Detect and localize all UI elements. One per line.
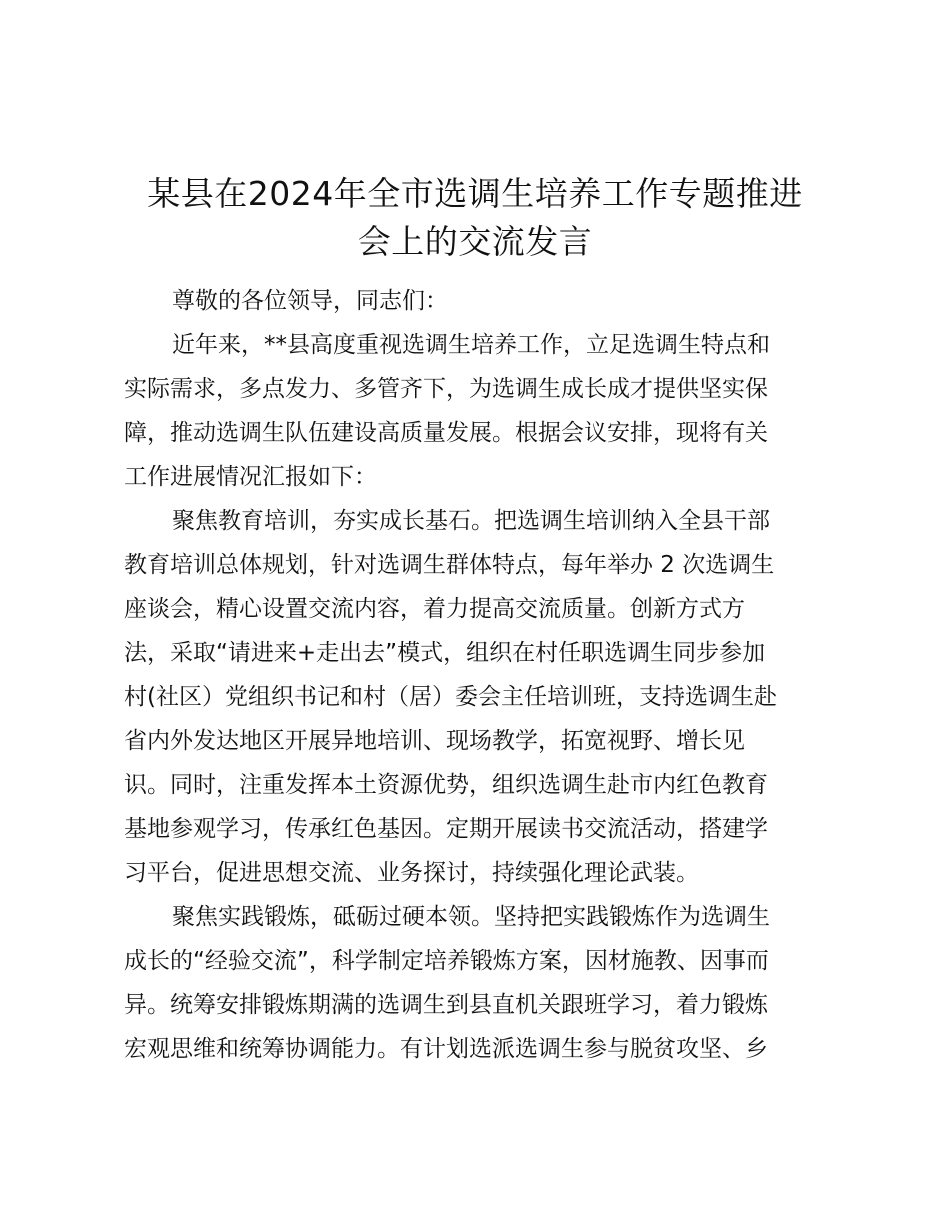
document-title xyxy=(120,170,830,266)
text-line: 近年来，**县高度重视选调生培养工作，立足选调生特点和 xyxy=(172,332,770,358)
education-training-paragraph xyxy=(124,499,830,895)
text-line: 实际需求，多点发力、多管齐下，为选调生成长成才提供坚实保 xyxy=(124,376,768,402)
title-line: 会上的交流发言 xyxy=(357,222,593,261)
text-line: 习平台，促进思想交流、业务探讨，持续强化理论武装。 xyxy=(124,860,699,886)
salutation-paragraph xyxy=(124,279,830,323)
text-line: 法，采取“请进来+走出去”模式，组织在村任职选调生同步参加 xyxy=(124,640,766,666)
text-line: 基地参观学习，传承红色基因。定期开展读书交流活动，搭建学 xyxy=(124,816,768,842)
text-line: 工作进展情况汇报如下： xyxy=(124,464,377,490)
practice-training-paragraph xyxy=(124,895,830,1071)
text-line: 成长的“经验交流”，科学制定培养锻炼方案，因材施教、因事而 xyxy=(124,948,769,974)
text-line: 座谈会，精心设置交流内容，着力提高交流质量。创新方式方 xyxy=(124,596,745,622)
text-line: 村(社区）党组织书记和村（居）委会主任培训班，支持选调生赴 xyxy=(124,684,777,710)
text-line: 障，推动选调生队伍建设高质量发展。根据会议安排，现将有关 xyxy=(124,420,768,446)
text-line: 异。统筹安排锻炼期满的选调生到县直机关跟班学习，着力锻炼 xyxy=(124,992,768,1018)
document-body xyxy=(124,279,830,1071)
text-line: 宏观思维和统筹协调能力。有计划选派选调生参与脱贫攻坚、乡 xyxy=(124,1036,768,1062)
text-line: 聚焦实践锻炼，砥砺过硬本领。坚持把实践锻炼作为选调生 xyxy=(172,904,770,930)
title-line: 某县在2024年全市选调生培养工作专题推进 xyxy=(147,174,803,213)
text-line: 省内外发达地区开展异地培训、现场教学，拓宽视野、增长见 xyxy=(124,728,745,754)
text-line: 教育培训总体规划，针对选调生群体特点，每年举办 2 次选调生 xyxy=(124,552,775,578)
intro-paragraph xyxy=(124,323,830,499)
text-line: 识。同时，注重发挥本土资源优势，组织选调生赴市内红色教育 xyxy=(124,772,768,798)
text-line: 尊敬的各位领导，同志们： xyxy=(172,288,448,314)
text-line: 聚焦教育培训，夯实成长基石。把选调生培训纳入全县干部 xyxy=(172,508,770,534)
